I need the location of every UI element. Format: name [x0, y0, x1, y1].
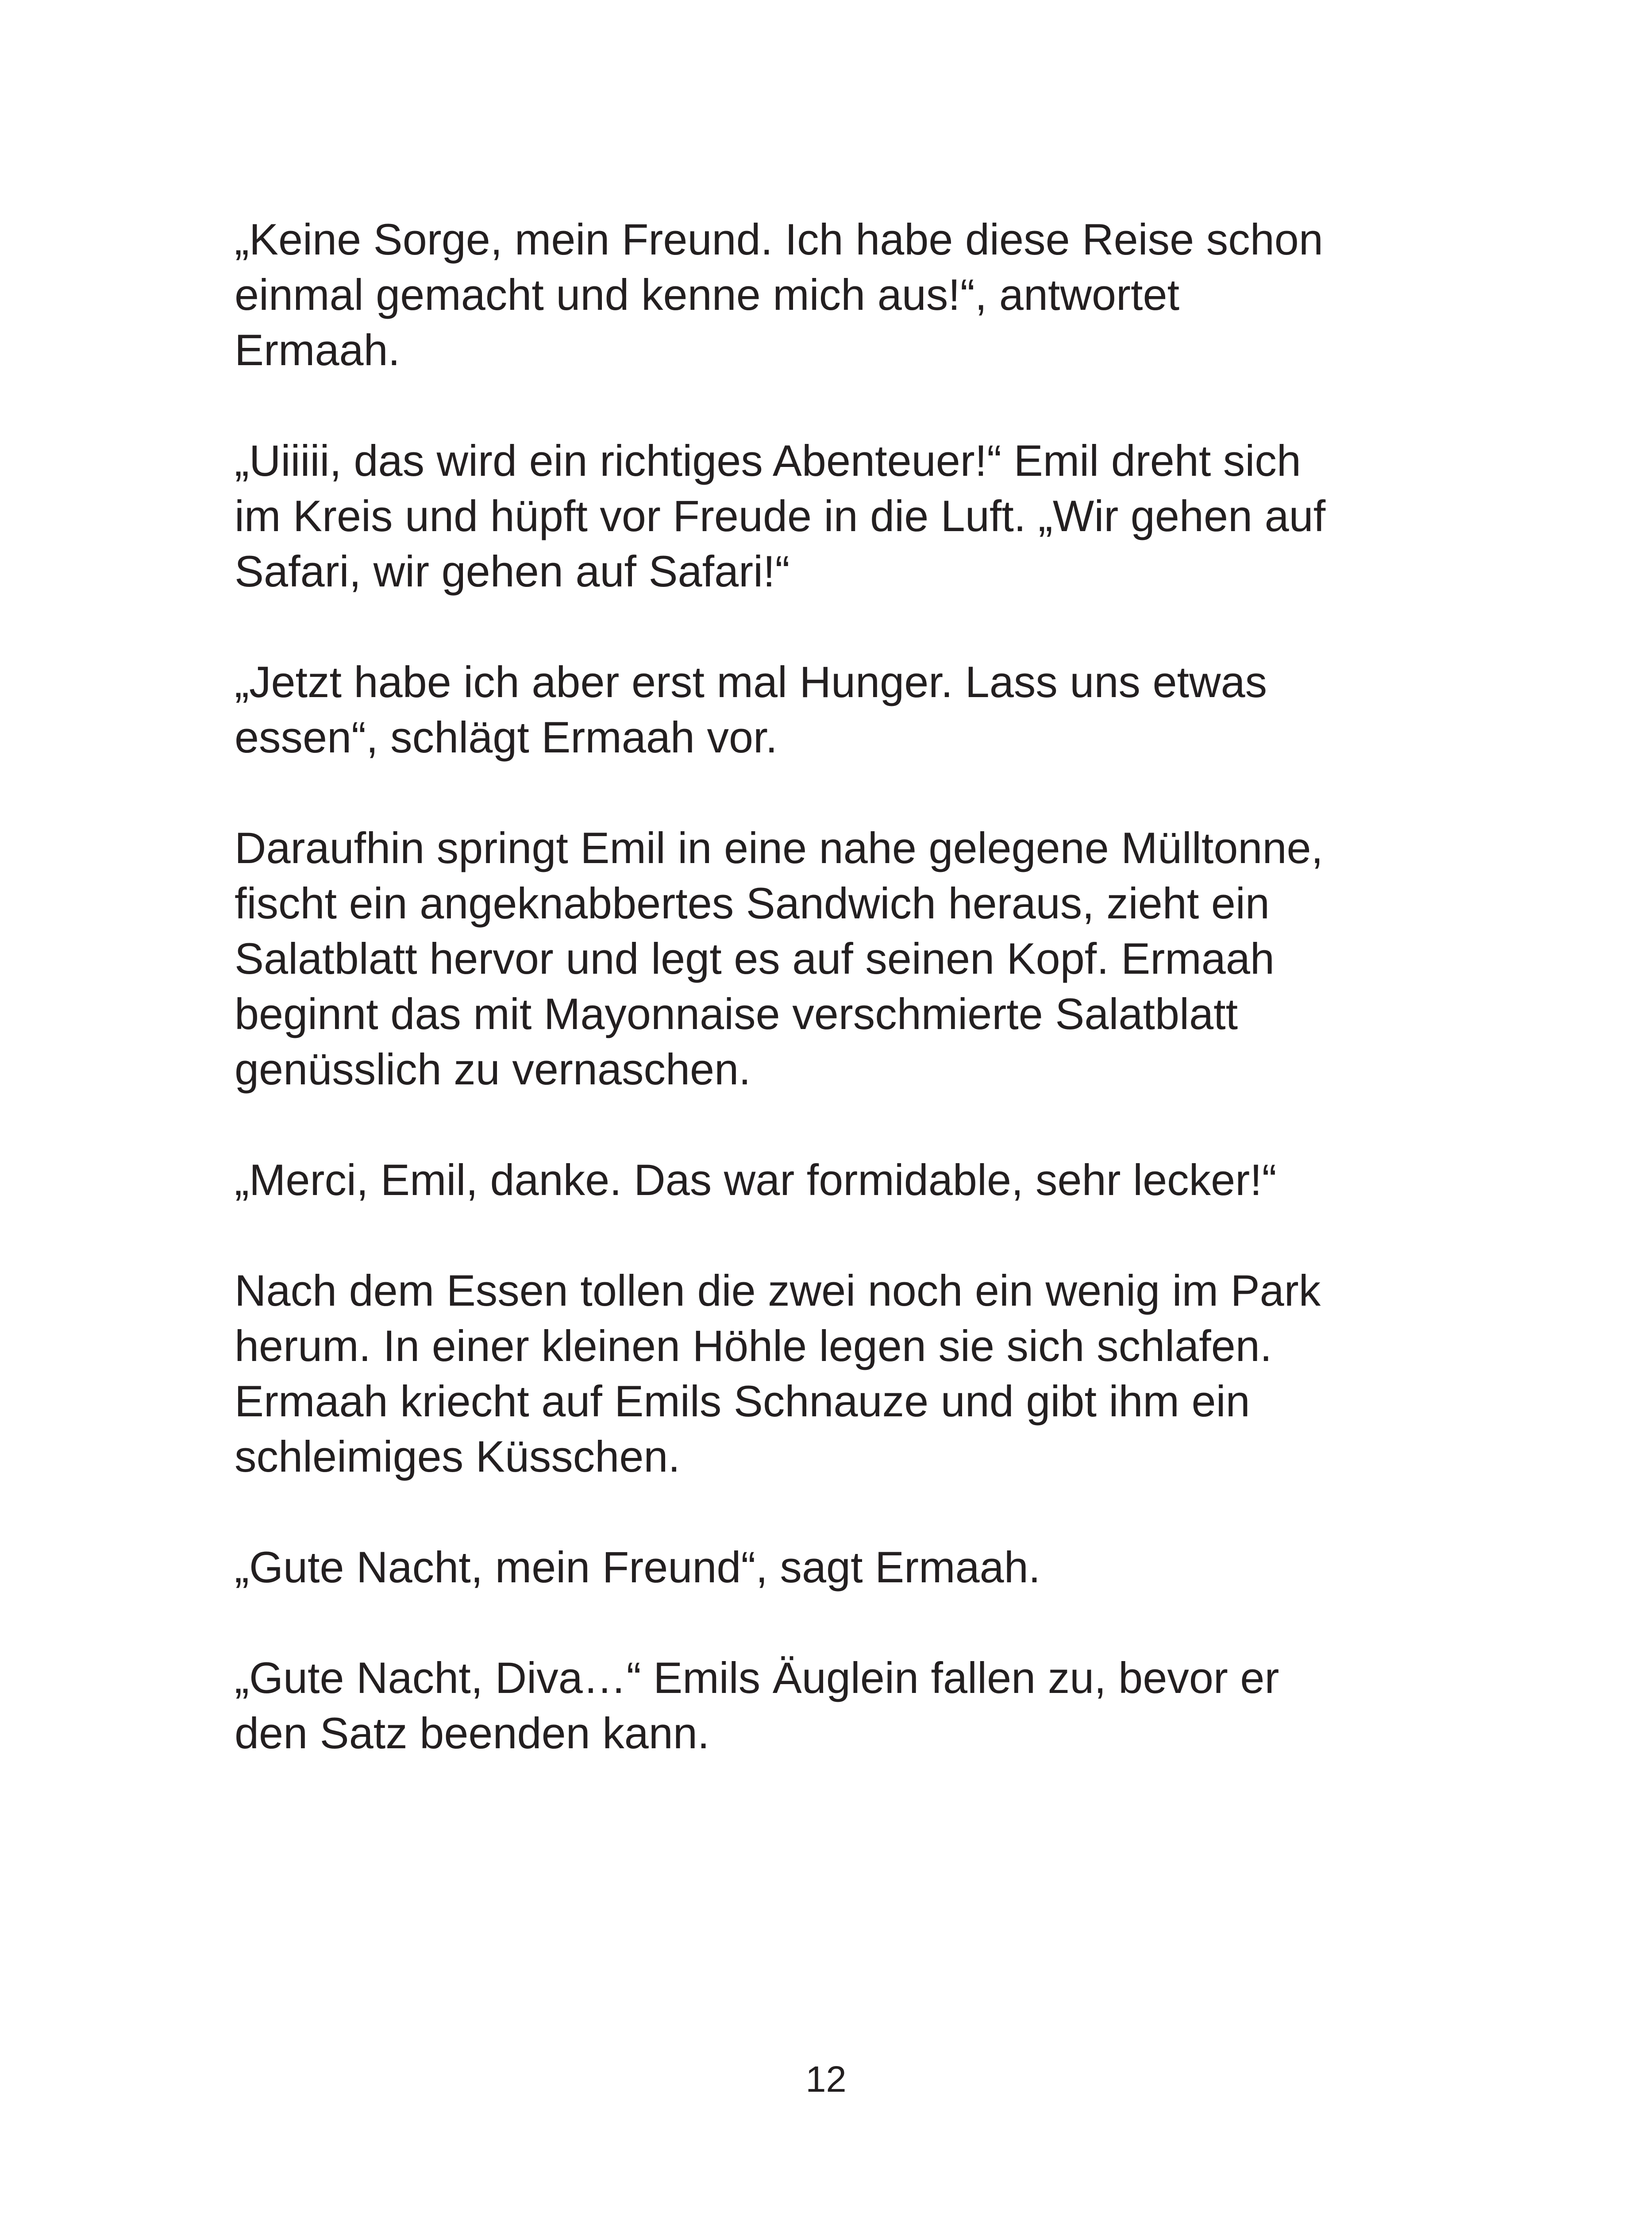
text-line: Salatblatt hervor und legt es auf seinen Kopf. Ermaah: [235, 934, 1275, 983]
paragraph-6: [235, 1263, 1429, 1484]
text-line: Ermaah kriecht auf Emils Schnauze und gibt ihm ein: [235, 1376, 1250, 1426]
paragraph-gap: [235, 1207, 1429, 1263]
paragraph-7: [235, 1539, 1429, 1595]
text-line: Daraufhin springt Emil in eine nahe gelegene Mülltonne,: [235, 823, 1324, 872]
paragraph-gap: [235, 599, 1429, 654]
paragraph-8: [235, 1650, 1429, 1761]
paragraph-3: [235, 654, 1429, 765]
text-line: Nach dem Essen tollen die zwei noch ein wenig im Park: [235, 1266, 1321, 1315]
paragraph-2: [235, 433, 1429, 599]
text-line: „Uiiiii, das wird ein richtiges Abenteuer!“ Emil dreht sich: [235, 436, 1301, 485]
text-line: Ermaah.: [235, 325, 400, 374]
paragraph-5: [235, 1152, 1429, 1207]
text-line: „Jetzt habe ich aber erst mal Hunger. Lass uns etwas: [235, 657, 1267, 706]
text-line: „Keine Sorge, mein Freund. Ich habe diese Reise schon: [235, 215, 1323, 264]
text-line: im Kreis und hüpft vor Freude in die Luft. „Wir gehen auf: [235, 491, 1326, 540]
paragraph-gap: [235, 1484, 1429, 1539]
text-line: essen“, schlägt Ermaah vor.: [235, 713, 778, 762]
paragraph-gap: [235, 378, 1429, 433]
text-line: einmal gemacht und kenne mich aus!“, antwortet: [235, 270, 1180, 319]
text-line: fischt ein angeknabbertes Sandwich heraus, zieht ein: [235, 879, 1270, 928]
story-text: [235, 212, 1429, 1761]
text-line: „Gute Nacht, mein Freund“, sagt Ermaah.: [235, 1542, 1041, 1592]
text-line: beginnt das mit Mayonnaise verschmierte Salatblatt: [235, 989, 1238, 1038]
text-line: schleimiges Küsschen.: [235, 1432, 680, 1481]
paragraph-gap: [235, 1097, 1429, 1152]
paragraph-gap: [235, 1595, 1429, 1650]
text-line: genüsslich zu vernaschen.: [235, 1045, 751, 1094]
text-line: „Merci, Emil, danke. Das war formidable, sehr lecker!“: [235, 1155, 1277, 1204]
text-line: Safari, wir gehen auf Safari!“: [235, 547, 790, 596]
text-line: herum. In einer kleinen Höhle legen sie sich schlafen.: [235, 1321, 1272, 1370]
text-line: den Satz beenden kann.: [235, 1708, 710, 1758]
page-number: 12: [805, 2059, 847, 2100]
paragraph-4: [235, 820, 1429, 1097]
paragraph-gap: [235, 765, 1429, 820]
text-line: „Gute Nacht, Diva…“ Emils Äuglein fallen zu, bevor er: [235, 1653, 1279, 1702]
paragraph-1: [235, 212, 1429, 378]
